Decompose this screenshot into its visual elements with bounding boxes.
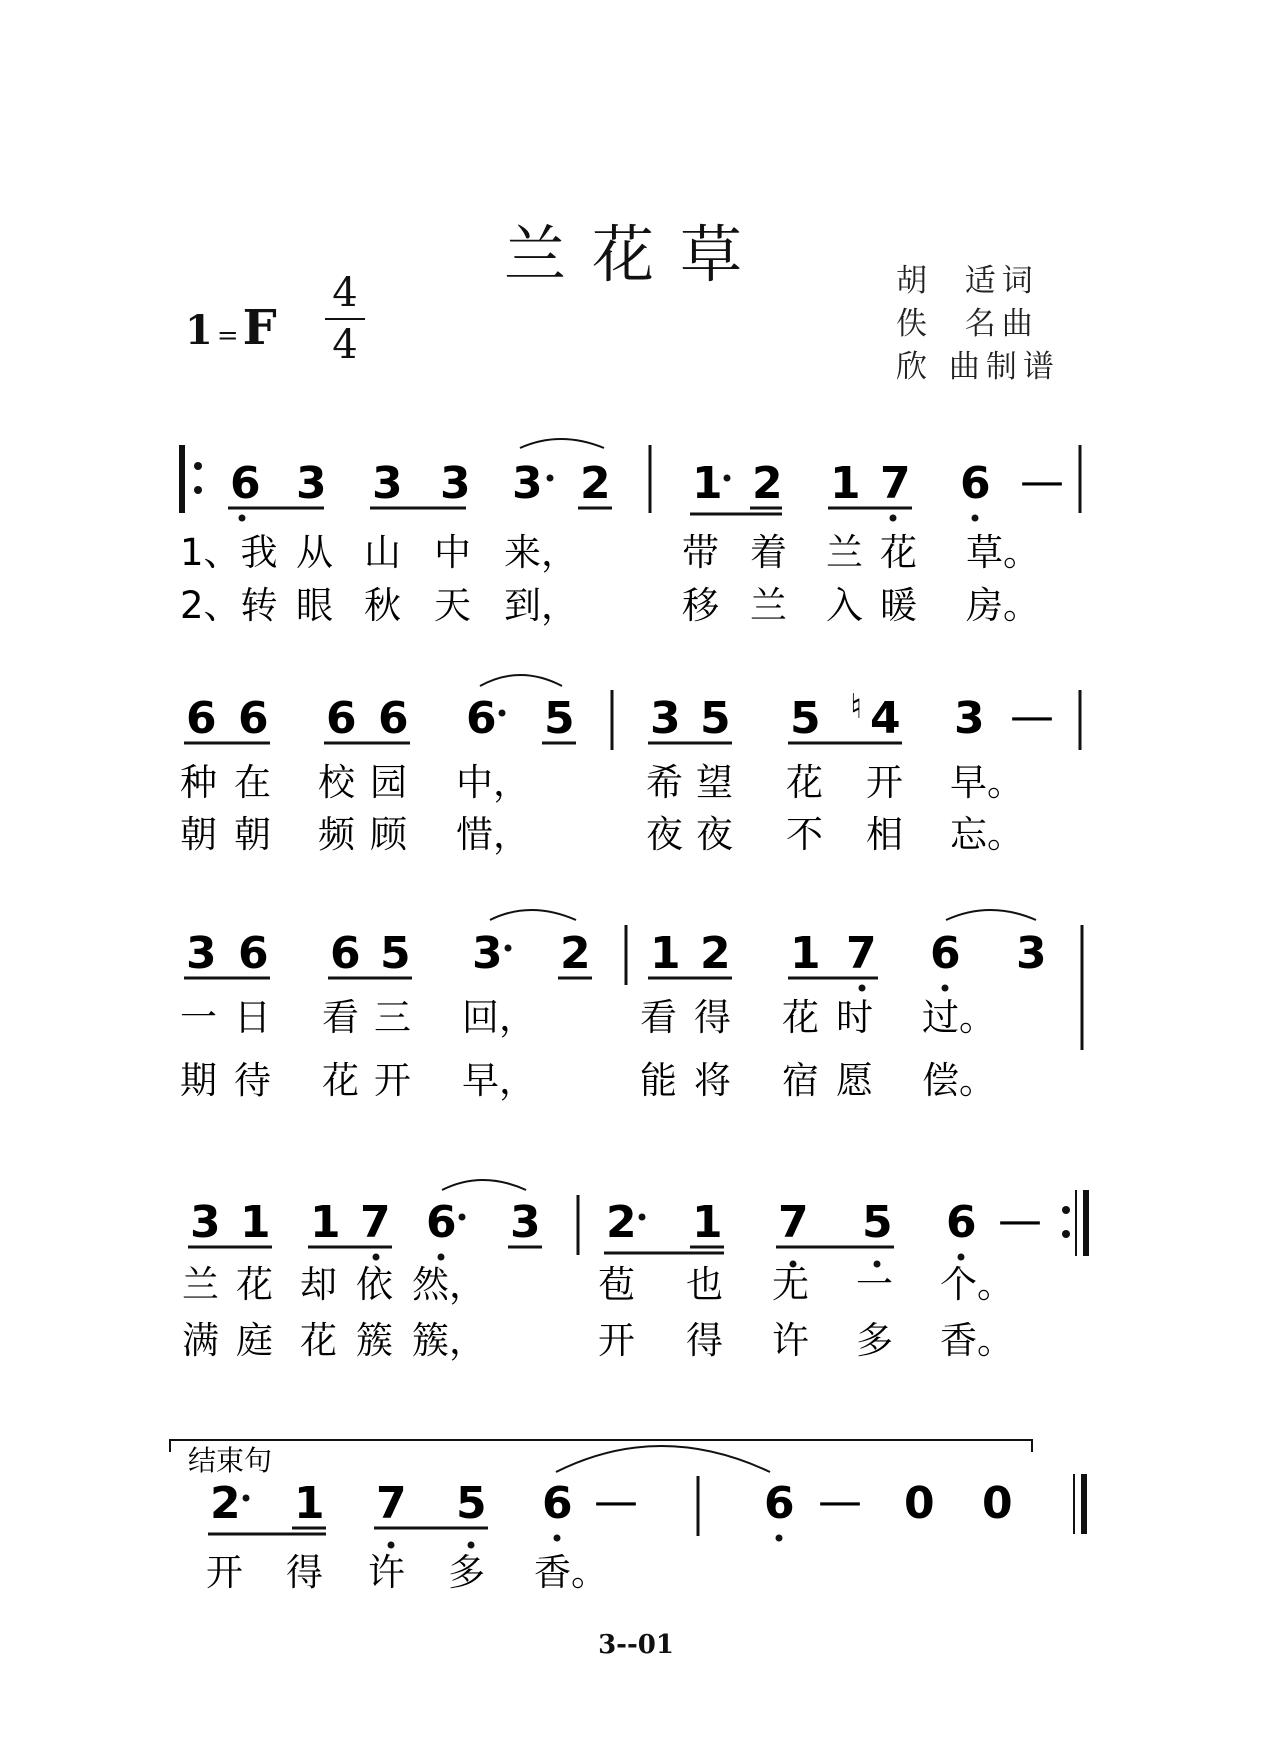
note: 3 [472,928,503,979]
dash: — [998,1195,1042,1246]
song-title: 兰花草 [503,218,768,291]
ending-label: 结束句 [188,1444,273,1477]
lyric: 一 [180,996,217,1039]
note: 6 [326,693,357,744]
note: 5 [544,693,575,744]
lyric: 早， [462,1059,536,1102]
dot [505,945,512,952]
note: 5 [862,1197,893,1248]
key-equals: = [216,321,239,351]
lyric: 许 [772,1319,809,1362]
note: 3 [186,928,217,979]
note: 6 [186,693,217,744]
low-dot [890,515,897,522]
lyric: 花 [782,996,819,1039]
lyric: 看 [322,996,359,1039]
lyric: 不 [786,813,823,856]
lyric: 园 [370,761,407,804]
lyric: 簇， [412,1319,486,1362]
note: 4 [870,693,901,744]
tie [946,910,1036,920]
time-bottom: 4 [332,322,358,368]
note: 1 [310,1197,341,1248]
time-top: 4 [332,270,358,316]
note: 6 [426,1197,457,1248]
note: 6 [330,928,361,979]
lyric: 满 [182,1319,219,1362]
note: 3 [512,458,543,509]
low-dot [554,1535,561,1542]
lyric: 夜 [696,813,733,856]
lyric: 过。 [922,996,996,1039]
low-dot [942,985,949,992]
lyric: 苞 [598,1263,635,1306]
low-dot [438,1254,445,1261]
note: 3 [296,458,327,509]
lyric: 偿。 [922,1059,996,1102]
dot [243,1495,250,1502]
note: 5 [380,928,411,979]
lyric: 朝 [180,813,217,856]
lyric: 愿 [836,1059,873,1102]
arranger-credit: 欣 曲制谱 [896,349,1060,385]
note: 6 [230,458,261,509]
note: 3 [372,458,403,509]
low-dot [972,515,979,522]
tie [556,1446,770,1472]
ending-bracket [170,1440,1032,1452]
lyric: 在 [234,761,271,804]
lyric: 个。 [940,1263,1014,1306]
note: 6 [764,1478,795,1529]
note: 3 [954,693,985,744]
lyric: 看 [640,996,677,1039]
lyric: 移 [682,584,719,627]
lyric: 兰 [826,531,863,574]
key-letter: F [242,300,277,356]
lyric: 开 [866,761,903,804]
note: 3 [190,1197,221,1248]
note: 7 [846,928,877,979]
lyric: 忘。 [950,813,1024,856]
lyric: 得 [694,996,731,1039]
note: 5 [700,693,731,744]
dash: — [818,1476,862,1527]
note: 1 [790,928,821,979]
lyric: 多 [856,1319,893,1362]
row-2 [180,675,1080,856]
lyric: 香。 [940,1319,1014,1362]
lyric: 簇 [356,1319,393,1362]
note: 7 [360,1197,391,1248]
note: 2 [752,458,783,509]
lyric: 也 [686,1263,723,1306]
page-number: 3--01 [598,1630,674,1660]
lyric: 得 [286,1551,323,1594]
repeat-dot [194,486,202,494]
lyric: 花 [786,761,823,804]
lyric: 花 [880,531,917,574]
low-dot [958,1254,965,1261]
ending-row [170,1440,1084,1594]
lyric: 望 [696,761,733,804]
lyric: 草。 [966,531,1040,574]
note: 7 [376,1478,407,1529]
lyric: 回， [462,996,536,1039]
tie [442,1180,526,1190]
note: 6 [930,928,961,979]
note: 1 [692,458,723,509]
lyric: 种 [180,761,217,804]
lyric: 夜 [646,813,683,856]
low-dot [776,1535,783,1542]
lyric: 频 [318,813,355,856]
note: 1 [294,1478,325,1529]
note: 6 [238,928,269,979]
lyric: 许 [368,1551,405,1594]
note: 5 [790,693,821,744]
lyric: 天 [434,584,471,627]
dash: — [594,1476,638,1527]
note: 3 [650,693,681,744]
lyric: 却 [300,1263,337,1306]
lyric: 开 [206,1551,243,1594]
note: 3 [1016,928,1047,979]
lyric: 从 [296,531,333,574]
note: 6 [946,1197,977,1248]
rest: 0 [982,1478,1013,1529]
tie [480,675,562,686]
dash: — [1010,691,1054,742]
note: 7 [880,458,911,509]
lyric: 希 [646,761,683,804]
lyric: 惜， [456,813,530,856]
lyric: 带 [682,531,719,574]
note: 6 [542,1478,573,1529]
lyric: 朝 [234,813,271,856]
low-dot [373,1254,380,1261]
key-tonic: 1 [185,307,213,354]
lyric: 入 [826,584,863,627]
dot [547,475,554,482]
row-4 [182,1180,1086,1362]
repeat-dot [1062,1230,1070,1238]
lyric: 1、我 [180,531,278,574]
low-dot [859,985,866,992]
repeat-dot [1062,1206,1070,1214]
dot [639,1214,646,1221]
note: 6 [238,693,269,744]
lyric: 香。 [534,1551,608,1594]
note: 3 [440,458,471,509]
lyric: 期 [180,1059,217,1102]
lyric: 相 [866,813,903,856]
lyric: 然， [412,1263,486,1306]
dash: — [1020,456,1064,507]
note: 2 [606,1197,637,1248]
lyric: 兰 [182,1263,219,1306]
note: 6 [466,693,497,744]
lyric: 顾 [370,813,407,856]
note: 6 [378,693,409,744]
note: 2 [210,1478,241,1529]
lyric: 开 [374,1059,411,1102]
lyric: 着 [750,531,787,574]
lyric: 将 [694,1059,731,1102]
note: 1 [240,1197,271,1248]
note: 1 [830,458,861,509]
lyric: 花 [322,1059,359,1102]
low-dot [388,1542,395,1549]
lyric: 三 [374,996,411,1039]
lyric: 暖 [880,584,917,627]
note: 7 [778,1197,809,1248]
lyric: 依 [356,1263,393,1306]
lyric: 宿 [782,1059,819,1102]
composer-credit: 佚 名曲 [896,306,1039,342]
lyric: 眼 [296,584,333,627]
lyric: 时 [836,996,873,1039]
lyric: 多 [448,1551,485,1594]
lyric: 花 [300,1319,337,1362]
repeat-dot [194,462,202,470]
dot [499,710,506,717]
note: 1 [692,1197,723,1248]
lyric: 花 [236,1263,273,1306]
rest: 0 [904,1478,935,1529]
note: 1 [650,928,681,979]
note: 2 [580,458,611,509]
tie [490,910,576,920]
accidental: ♮ [850,687,863,727]
note: 2 [700,928,731,979]
lyric: 开 [598,1319,635,1362]
lyric: 到， [504,584,578,627]
lyric: 得 [686,1319,723,1362]
lyric: 无 [772,1263,809,1306]
lyricist-credit: 胡 适词 [896,263,1039,299]
lyric: 能 [640,1059,677,1102]
lyric: 兰 [750,584,787,627]
row-1 [180,439,1080,627]
note: 2 [560,928,591,979]
lyric: 庭 [236,1319,273,1362]
lyric: 2、转 [180,584,278,627]
lyric: 日 [234,996,271,1039]
lyric: 山 [364,531,401,574]
lyric: 中 [434,531,471,574]
low-dot [468,1542,475,1549]
lyric: 房。 [966,584,1040,627]
lyric: 校 [318,761,355,804]
dot [724,475,731,482]
lyric: 一 [856,1263,893,1306]
dot [459,1214,466,1221]
lyric: 早。 [950,761,1024,804]
note: 6 [960,458,991,509]
lyric: 来， [504,531,578,574]
tie [520,439,604,448]
lyric: 中， [456,761,530,804]
low-dot [239,515,246,522]
note: 3 [510,1197,541,1248]
lyric: 秋 [364,584,401,627]
lyric: 待 [234,1059,271,1102]
row-3 [180,910,1082,1102]
note: 5 [456,1478,487,1529]
